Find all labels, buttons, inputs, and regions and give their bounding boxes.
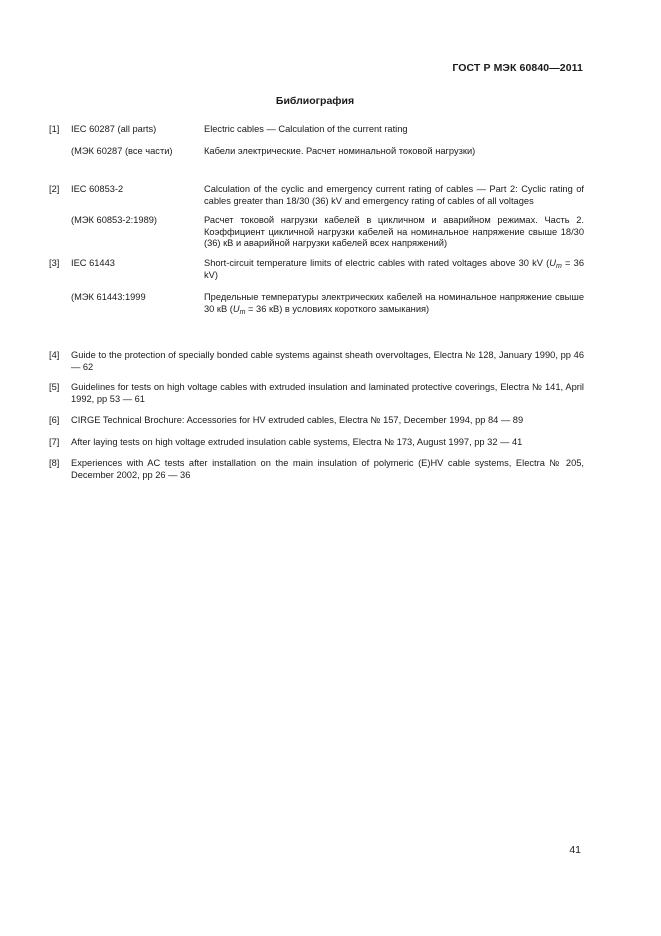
standard-code: IEC 61443 [71, 258, 115, 268]
entry-text: After laying tests on high voltage extruded insulation cable systems, Electra № 173, August 1997, pp 32 — 41 [71, 437, 523, 447]
standard-title-ru: Расчет токовой нагрузки кабелей в цикличном и аварийном режимах. Часть 2. Коэффициент цикличной нагрузки кабелей на номинальное напряжение свыше 18/30 (36) кВ и аварийной нагрузки кабелей всех напряжений) [204, 215, 584, 248]
document-header: ГОСТ Р МЭК 60840—2011 [452, 62, 583, 74]
entry-text: CIRGE Technical Brochure: Accessories for HV extruded cables, Electra № 157, December 1994, pp 84 — 89 [71, 415, 524, 425]
entry-number: [7] [49, 437, 60, 447]
page-number: 41 [569, 844, 581, 856]
entry-number: [6] [49, 415, 60, 425]
entry-number: [8] [49, 458, 60, 468]
standard-title: Calculation of the cyclic and emergency current rating of cables — Part 2: Cyclic rating of cables greater than 18/30 (36) kV and emergency rating of cables of all voltages [204, 184, 584, 206]
entry-number: [4] [49, 350, 60, 360]
standard-title: Short-circuit temperature limits of electric cables with rated voltages above 30 kV ($U_m = 36$ kV) [204, 258, 585, 280]
standard-title-ru: Предельные температуры электрических кабелей на номинальное напряжение свыше 30 кВ ($U_m = 36$ кВ) в условиях короткого замыкания) [204, 292, 584, 316]
standard-code-ru: (МЭК 60853-2:1989) [71, 215, 158, 225]
standard-code: IEC 60853-2 [71, 184, 124, 194]
standard-title-ru: Кабели электрические. Расчет номинальной токовой нагрузки) [204, 146, 476, 156]
entry-text: Experiences with AC tests after installation on the main insulation of polymeric (E)HV cable systems, Electra № 205, December 2002, pp 26 — 36 [71, 458, 584, 480]
entry-text: Guidelines for tests on high voltage cables with extruded insulation and laminated protective coverings, Electra № 141, April 1992, pp 53 — 61 [71, 382, 584, 404]
entry-number: [1] [49, 124, 60, 134]
standard-code-ru: (МЭК 60287 (все части) [71, 146, 173, 156]
standard-title: Electric cables — Calculation of the current rating [204, 124, 408, 134]
entry-text: Guide to the protection of specially bonded cable systems against sheath overvoltages, Electra № 128, January 1990, pp 46 — 62 [71, 350, 584, 372]
entry-number: [5] [49, 382, 60, 392]
standard-code: IEC 60287 (all parts) [71, 124, 157, 134]
page-title: Библиография [275, 95, 355, 107]
standard-code-ru: (МЭК 61443:1999 [71, 292, 146, 302]
entry-number: [3] [49, 258, 60, 268]
entry-number: [2] [49, 184, 60, 194]
